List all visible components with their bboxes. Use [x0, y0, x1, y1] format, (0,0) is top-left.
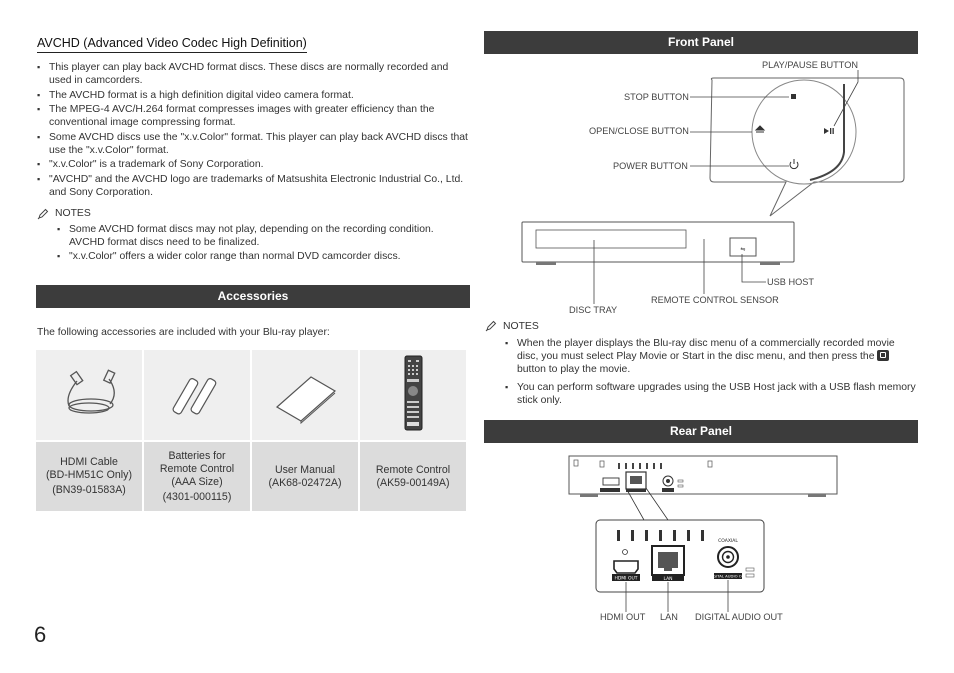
- caption-line: HDMI Cable: [60, 456, 118, 468]
- list-item: ▪ The MPEG-4 AVC/H.264 format compresses images with greater efficiency than the conventional image compressing format.: [37, 103, 469, 129]
- front-panel-diagram: [484, 56, 918, 320]
- list-item: [505, 337, 917, 376]
- accessory-caption-hdmi: [36, 442, 142, 511]
- lan-port-text: LAN: [663, 577, 673, 582]
- battery-icon: [145, 351, 249, 434]
- remote-control-image: [360, 350, 466, 440]
- manual-icon: [253, 351, 357, 434]
- caption-line: (AAA Size): [171, 475, 223, 488]
- list-item: ▪ "AVCHD" and the AVCHD logo are trademarks of Matsushita Electronic Industrial Co., Ltd. and Sony Corporation.: [37, 173, 469, 199]
- caption-line: User Manual: [274, 463, 336, 476]
- accessory-caption-batteries: [144, 442, 250, 511]
- label-play-pause: PLAY/PAUSE BUTTON: [762, 60, 858, 70]
- accessories-intro: The following accessories are included with your Blu-ray player:: [37, 327, 330, 338]
- accessories-header: Accessories: [36, 285, 470, 308]
- notes-list: [57, 223, 469, 264]
- list-item: ▪ "x.v.Color" offers a wider color range than normal DVD camcorder discs.: [57, 250, 469, 263]
- label-open-close: OPEN/CLOSE BUTTON: [589, 126, 689, 136]
- notes-heading: [37, 208, 469, 220]
- hdmi-cable-image: [36, 350, 142, 440]
- label-remote-sensor: REMOTE CONTROL SENSOR: [651, 295, 779, 305]
- avchd-section: [37, 34, 469, 265]
- caption-line: Batteries for: [168, 449, 226, 462]
- pencil-icon: [37, 208, 49, 220]
- coaxial-text: COAXIAL: [718, 539, 738, 544]
- label-lan: LAN: [660, 612, 678, 622]
- label-hdmi-out: HDMI OUT: [600, 612, 646, 622]
- digital-audio-text: DIGITAL AUDIO OUT: [709, 573, 747, 579]
- accessory-caption-remote: [360, 442, 466, 511]
- accessories-table: [34, 348, 468, 513]
- label-digital-audio-out: DIGITAL AUDIO OUT: [695, 612, 783, 622]
- front-panel-notes: [485, 320, 917, 409]
- label-stop: STOP BUTTON: [624, 92, 689, 102]
- label-usb-host: USB HOST: [767, 277, 814, 287]
- notes-list: [505, 337, 917, 407]
- caption-line: (BN39-01583A): [52, 484, 126, 496]
- list-item: ▪ This player can play back AVCHD format discs. These discs are normally recorded and used in camcorders.: [37, 61, 469, 87]
- caption-line: (4301-000115): [162, 490, 232, 503]
- page-number: 6: [34, 622, 47, 647]
- list-item: ▪ Some AVCHD discs use the "x.v.Color" format. This player can play back AVCHD discs that use the "x.v.Color" format.: [37, 131, 469, 157]
- notes-label: NOTES: [503, 320, 539, 332]
- notes-heading: [485, 320, 917, 332]
- caption-line: (AK59-00149A): [376, 476, 450, 489]
- caption-line: (AK68-02472A): [268, 476, 342, 489]
- list-item: ▪ "x.v.Color" is a trademark of Sony Corporation.: [37, 158, 469, 171]
- note-text: button to play the movie.: [517, 364, 631, 375]
- notes-label: NOTES: [55, 208, 91, 219]
- user-manual-image: [252, 350, 358, 440]
- caption-line: Remote Control: [375, 463, 451, 476]
- batteries-image: [144, 350, 250, 440]
- caption-line: (BD-HM51C Only): [46, 469, 132, 481]
- caption-line: Remote Control: [159, 462, 235, 475]
- hdmi-cable-icon: [37, 351, 141, 434]
- enter-key-icon: [877, 350, 889, 361]
- avchd-title: AVCHD (Advanced Video Codec High Definition): [37, 36, 307, 53]
- list-item: ▪ Some AVCHD format discs may not play, depending on the recording condition. AVCHD format discs need to be finalized.: [57, 223, 469, 249]
- usb-icon: ⇋: [740, 246, 746, 253]
- avchd-bullet-list: [37, 61, 469, 199]
- remote-icon: [361, 351, 465, 434]
- label-disc-tray: DISC TRAY: [569, 305, 618, 315]
- accessory-caption-manual: [252, 442, 358, 511]
- callout-box: [710, 78, 904, 216]
- stop-icon: [791, 94, 796, 99]
- list-item: ▪ The AVCHD format is a high definition digital video camera format.: [37, 89, 469, 102]
- pencil-icon: [485, 320, 497, 332]
- note-text: When the player displays the Blu-ray disc menu of a commercially recorded movie disc, you must select Play Movie or Start in the disc menu, and then press the: [517, 338, 895, 362]
- label-power: POWER BUTTON: [613, 161, 688, 171]
- front-panel-header: Front Panel: [484, 31, 918, 54]
- list-item: ▪ You can perform software upgrades using the USB Host jack with a USB flash memory stick only.: [505, 381, 917, 407]
- rear-panel-header: Rear Panel: [484, 420, 918, 443]
- hdmi-port-text: HDMI OUT: [614, 576, 638, 582]
- rear-panel-diagram: [560, 452, 850, 628]
